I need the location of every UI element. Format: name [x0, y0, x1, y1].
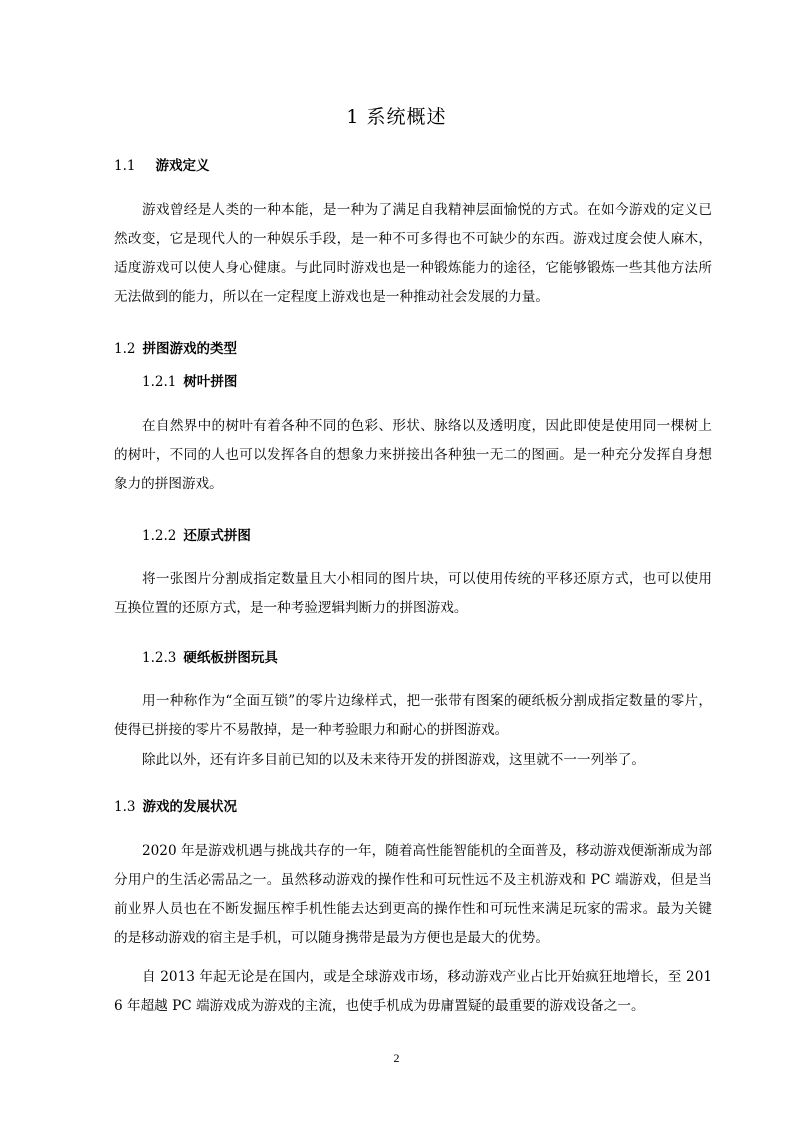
section-title: 游戏定义 — [155, 158, 210, 174]
section-number: 1.2 — [114, 341, 136, 357]
subsection-number: 1.2.1 — [142, 374, 177, 390]
page-number: 2 — [393, 1051, 400, 1065]
section-title: 游戏的发展状况 — [142, 799, 237, 815]
subsection-number: 1.2.3 — [142, 650, 177, 666]
subsection-number: 1.2.2 — [142, 528, 177, 544]
section-number: 1.3 — [114, 799, 136, 815]
paragraph-restore-puzzle: 将一张图片分割成指定数量且大小相同的图片块，可以使用传统的平移还原方式，也可以使用互换位置的还原方式，是一种考验逻辑判断力的拼图游戏。 — [114, 571, 712, 616]
subsection-heading-1-2-1 — [142, 373, 237, 391]
paragraph-game-definition: 游戏曾经是人类的一种本能，是一种为了满足自我精神层面愉悦的方式。在如今游戏的定义已然改变，它是现代人的一种娱乐手段，是一种不可多得也不可缺少的东西。游戏过度会使人麻木，适度游戏可以使人身心健康。与此同时游戏也是一种锻炼能力的途径，它能够锻炼一些其他方法所无法做到的能力，所以在一定程度上游戏也是一种推动社会发展的力量。 — [114, 202, 712, 305]
chapter-title: 1 系统概述 — [346, 106, 447, 128]
subsection-title: 硬纸板拼图玩具 — [183, 650, 278, 666]
section-heading-1-3 — [114, 798, 237, 816]
paragraph-other-puzzles: 除此以外，还有许多目前已知的以及未来待开发的拼图游戏，这里就不一一列举了。 — [142, 752, 645, 768]
subsection-heading-1-2-3 — [142, 649, 278, 667]
section-heading-1-2 — [114, 340, 237, 358]
paragraph-cardboard-puzzle: 用一种称作为“全面互锁”的零片边缘样式，把一张带有图案的硬纸板分割成指定数量的零片，使得已拼接的零片不易散掉，是一种考验眼力和耐心的拼图游戏。 — [114, 693, 712, 738]
subsection-title: 还原式拼图 — [183, 528, 251, 544]
paragraph-game-development: 2020 年是游戏机遇与挑战共存的一年，随着高性能智能机的全面普及，移动游戏便渐渐成为部分用户的生活必需品之一。虽然移动游戏的操作性和可玩性远不及主机游戏和 PC 端游戏，但是当前业界人员也在不断发掘压榨手机性能去达到更高的操作性和可玩性来满足玩家的需求。最为关键的是移动游戏的宿主是手机，可以随身携带是最为方便也是最大的优势。 — [114, 843, 712, 946]
section-heading-1-1 — [114, 157, 209, 175]
paragraph-mobile-game-growth: 自 2013 年起无论是在国内，或是全球游戏市场，移动游戏产业占比开始疯狂地增长，至 2016 年超越 PC 端游戏成为游戏的主流，也使手机成为毋庸置疑的最重要的游戏设备之一。 — [114, 969, 712, 1014]
section-number: 1.1 — [114, 158, 136, 174]
subsection-heading-1-2-2 — [142, 527, 251, 545]
subsection-title: 树叶拼图 — [183, 374, 238, 390]
paragraph-leaf-puzzle: 在自然界中的树叶有着各种不同的色彩、形状、脉络以及透明度，因此即使是使用同一棵树上的树叶，不同的人也可以发挥各自的想象力来拼接出各种独一无二的图画。是一种充分发挥自身想象力的拼图游戏。 — [114, 418, 712, 492]
section-title: 拼图游戏的类型 — [142, 341, 237, 357]
